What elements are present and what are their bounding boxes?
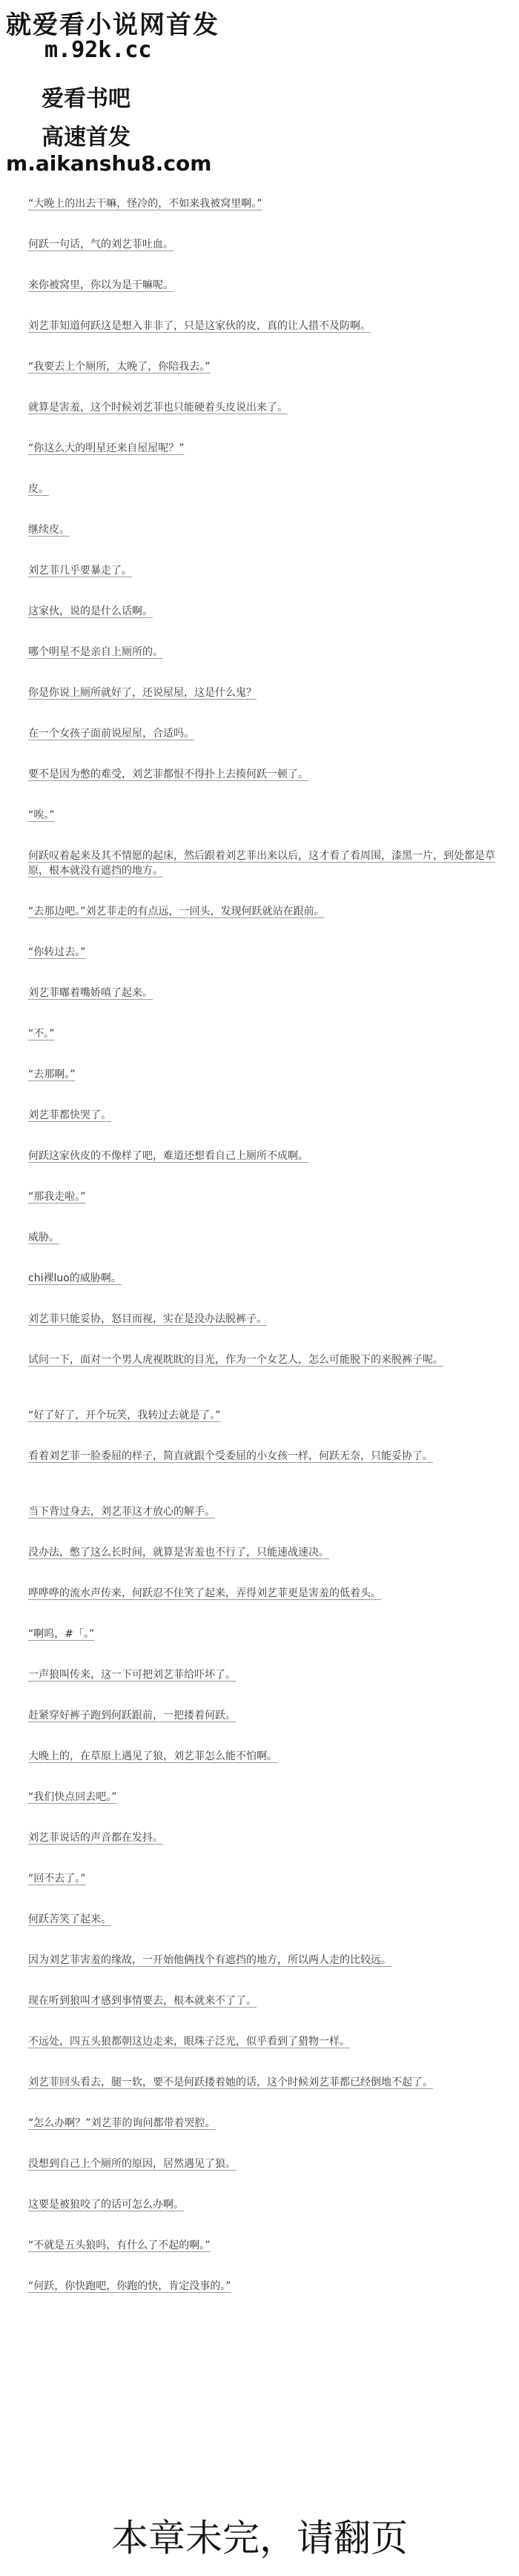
paragraph: 现在听到狼叫才感到事情要去，根本就来不了了。	[28, 1995, 257, 2007]
paragraph: 来你被窝里，你以为是干嘛呢。	[28, 279, 173, 291]
paragraph: 不远处，四五头狼都朝这边走来，眼珠子泛光，似乎看到了猎物一样。	[28, 2036, 350, 2048]
paragraph: “你这么大的明星还来自屋屋呢？”	[28, 442, 185, 454]
paragraph: 这要是被狼咬了的话可怎么办啊。	[28, 2199, 184, 2211]
paragraph: 威胁。	[28, 1232, 59, 1244]
paragraph: “你转过去。”	[28, 946, 86, 958]
paragraph: 在一个女孩子面前说屋屋，合适吗。	[28, 728, 194, 740]
paragraph: 没办法，憋了这么长时间，就算是害羞也不行了，只能速战速决。	[28, 1547, 329, 1558]
paragraph: 刘艺菲几乎要暴走了。	[28, 565, 132, 577]
paragraph: 继续皮。	[28, 524, 70, 536]
paragraph: 就算是害羞，这个时候刘艺菲也只能硬着头皮说出来了。	[28, 402, 288, 414]
paragraph: 何跃一句话，气的刘艺菲吐血。	[28, 239, 173, 250]
paragraph: “唉。”	[28, 809, 55, 821]
paragraph: “我们快点回去吧。”	[28, 1791, 117, 1803]
paragraph: 刘艺菲嘟着嘴娇嗔了起来。	[28, 987, 153, 999]
paragraph: 皮。	[28, 483, 49, 495]
brand-line-2: 高速首发	[42, 125, 130, 150]
site-url[interactable]: m.92k.cc	[44, 37, 152, 63]
paragraph: 哗哗哗的流水声传来，何跃忍不住笑了起来，弄得刘艺菲更是害羞的低着头。	[28, 1587, 381, 1599]
paragraph: “去那啊。”	[28, 1069, 76, 1080]
paragraph: “好了好了，开个玩笑，我转过去就是了。”	[28, 1410, 221, 1421]
continue-next-page[interactable]: 本章未完，请翻页	[111, 2517, 408, 2560]
brand-url[interactable]: m.aikanshu8.com	[6, 151, 212, 176]
paragraph: 刘艺菲知道何跃这是想入非非了，只是这家伙的皮，真的让人措不及防啊。	[28, 320, 371, 332]
paragraph: “我要去上个厕所，太晚了，你陪我去。”	[28, 361, 211, 373]
paragraph: 刘艺菲说话的声音都在发抖。	[28, 1832, 163, 1844]
site-name: 就爱看小说网首发	[6, 10, 219, 40]
paragraph: “那我走啦。”	[28, 1191, 86, 1203]
paragraph: 刘艺菲只能妥协，怒目而视，实在是没办法脱裤子。	[28, 1313, 267, 1325]
paragraph: 没想到自己上个厕所的原因，居然遇见了狼。	[28, 2158, 236, 2170]
paragraph: 刘艺菲回头看去，腿一软，要不是何跃搂着她的话，这个时候刘艺菲都已经倒地不起了。	[28, 2077, 433, 2088]
brand-line-1: 爱看书吧	[42, 86, 130, 112]
paragraph: “不就是五头狼吗，有什么了不起的啊。”	[28, 2240, 211, 2251]
paragraph: 你是你说上厕所就好了，还说屋屋，这是什么鬼？	[28, 687, 257, 699]
paragraph: 这家伙，说的是什么话啊。	[28, 605, 153, 617]
paragraph: chi裸luo的威胁啊。	[28, 1272, 122, 1284]
paragraph: 何跃苦笑了起来。	[28, 1913, 111, 1925]
paragraph: 一声狼叫传来，这一下可把刘艺菲给吓坏了。	[28, 1669, 236, 1681]
paragraph: 何跃叹着起来及其不情愿的起床，然后跟着刘艺菲出来以后，这才看了看周围，漆黑一片，到处都是草原，根本就没有遮挡的地方。	[28, 850, 495, 877]
paragraph: 因为刘艺菲害羞的缘故，一开始他俩找个有遮挡的地方，所以两人走的比较远。	[28, 1954, 391, 1966]
paragraph: “啊呜，#「。”	[28, 1628, 95, 1640]
paragraph: “何跃，你快跑吧，你跑的快，肯定没事的。”	[28, 2280, 231, 2292]
paragraph: 当下背过身去，刘艺菲这才放心的解手。	[28, 1506, 215, 1518]
paragraph: “大晚上的出去干嘛，怪冷的，不如来我被窝里啊。”	[28, 198, 262, 210]
paragraph: 刘艺菲都快哭了。	[28, 1109, 111, 1121]
paragraph: 赶紧穿好裤子跑到何跃跟前，一把搂着何跃。	[28, 1710, 236, 1722]
paragraph: 试问一下，面对一个男人虎视眈眈的目光，作为一个女艺人，怎么可能脱下的来脱裤子呢。	[28, 1354, 443, 1366]
paragraph: “去那边吧。”刘艺菲走的有点远，一回头，发现何跃就站在跟前。	[28, 906, 325, 917]
paragraph: 要不是因为憋的难受，刘艺菲都恨不得扑上去揍何跃一顿了。	[28, 769, 308, 780]
paragraph: “不。”	[28, 1028, 55, 1040]
paragraph: 看着刘艺菲一脸委屈的样子，简直就跟个受委屈的小女孩一样，何跃无奈，只能妥协了。	[28, 1450, 433, 1462]
paragraph: 大晚上的，在草原上遇见了狼，刘艺菲怎么能不怕啊。	[28, 1750, 277, 1762]
paragraph: “怎么办啊？”刘艺菲的询问都带着哭腔。	[28, 2117, 216, 2129]
paragraph: “回不去了。”	[28, 1873, 86, 1885]
paragraph: 何跃这家伙皮的不像样了吧，难道还想看自己上厕所不成啊。	[28, 1150, 308, 1162]
site-header	[0, 0, 519, 185]
paragraph: 哪个明星不是亲自上厕所的。	[28, 646, 163, 658]
